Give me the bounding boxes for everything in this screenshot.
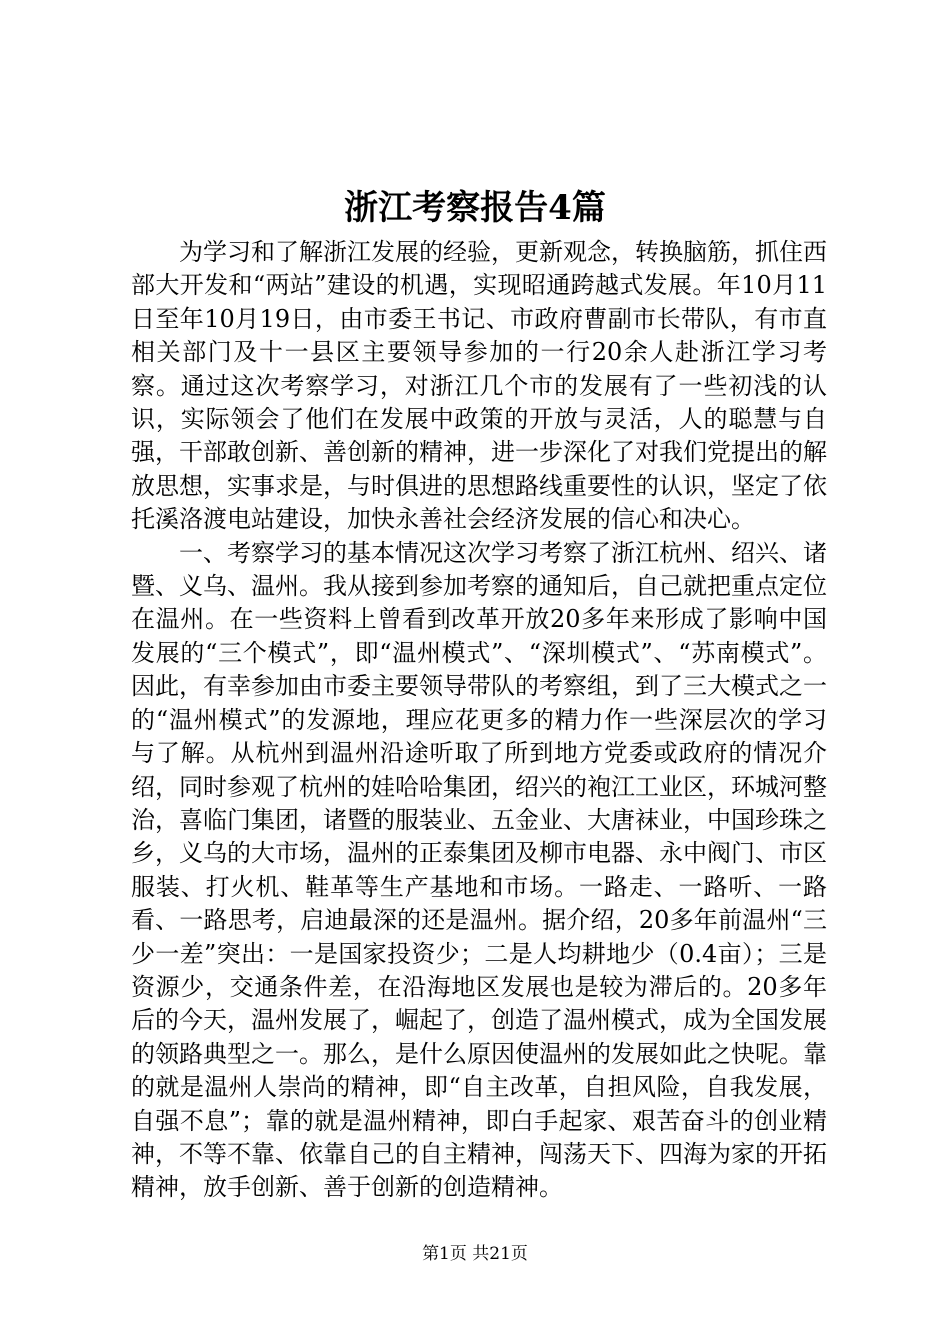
document-body	[131, 236, 827, 1205]
paragraph-intro: 为学习和了解浙江发展的经验，更新观念，转换脑筋，抓住西部大开发和“两站”建设的机遇，实现昭通跨越式发展。年10月11日至年10月19日，由市委王书记、市政府曹副市长带队，有市直相关部门及十一县区主要领导参加的一行20余人赴浙江学习考察。通过这次考察学习，对浙江几个市的发展有了一些初浅的认识，实际领会了他们在发展中政策的开放与灵活，人的聪慧与自强，干部敢创新、善创新的精神，进一步深化了对我们党提出的解放思想，实事求是，与时俱进的思想路线重要性的认识，坚定了依托溪洛渡电站建设，加快永善社会经济发展的信心和决心。	[131, 238, 827, 534]
document-title: 浙江考察报告4篇	[344, 188, 606, 228]
paragraph-section-one: 一、考察学习的基本情况这次学习考察了浙江杭州、绍兴、诸暨、义乌、温州。我从接到参加考察的通知后，自己就把重点定位在温州。在一些资料上曾看到改革开放20多年来形成了影响中国发展的“三个模式”，即“温州模式”、“深圳模式”、“苏南模式”。因此，有幸参加由市委主要领导带队的考察组，到了三大模式之一的“温州模式”的发源地，理应花更多的精力作一些深层次的学习与了解。从杭州到温州沿途听取了所到地方党委或政府的情况介绍，同时参观了杭州的娃哈哈集团，绍兴的袍江工业区，环城河整治，喜临门集团，诸暨的服装业、五金业、大唐袜业，中国珍珠之乡，义乌的大市场，温州的正泰集团及柳市电器、永中阀门、市区服装、打火机、鞋革等生产基地和市场。一路走、一路听、一路看、一路思考，启迪最深的还是温州。据介绍，20多年前温州“三少一差”突出：一是国家投资少；二是人均耕地少（0.4亩）；三是资源少，交通条件差，在沿海地区发展也是较为滞后的。20多年后的今天，温州发展了，崛起了，创造了温州模式，成为全国发展的领路典型之一。那么，是什么原因使温州的发展如此之快呢。靠的就是温州人崇尚的精神，即“自主改革，自担风险，自我发展，自强不息”；靠的就是温州精神，即白手起家、艰苦奋斗的创业精神，不等不靠、依靠自己的自主精神，闯荡天下、四海为家的开拓精神，放手创新、善于创新的创造精神。	[131, 538, 827, 1202]
page-footer: 第1页 共21页	[422, 1244, 528, 1264]
